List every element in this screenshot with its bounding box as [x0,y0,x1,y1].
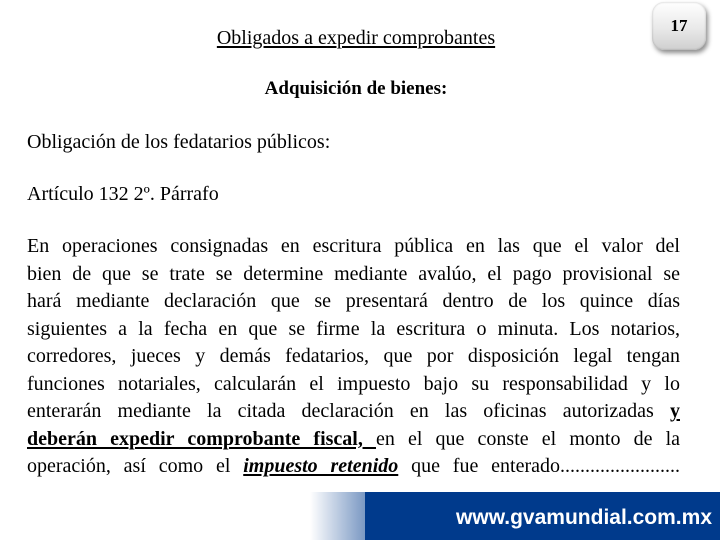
paragraph-text: que fue enterado........................ [398,455,680,477]
paragraph-line: En operaciones consignadas en escritura pública en las que el valor del [27,235,680,257]
slide-title-text: Obligados a expedir comprobantes [216,27,496,49]
emphasis-bold-italic: impuesto retenido [243,455,399,477]
paragraph-text: operación, así como el [27,455,244,477]
paragraph-line: corredores, jueces y demás fedatarios, que por disposición legal tengan [27,345,680,367]
paragraph-line: bien de que se trate se determine mediante avalúo, el pago provisional se [27,262,680,285]
paragraph-line: siguientes a la fecha en que se firme la escritura o minuta. Los notarios, [27,317,680,340]
body-paragraph [27,233,680,481]
page-number-badge [652,2,706,50]
paragraph-line [27,453,680,481]
obligation-line: Obligación de los fedatarios públicos: [27,131,331,153]
article-reference: Artículo 132 2º. Párrafo [27,183,219,205]
emphasis-bold: y [670,400,680,422]
paragraph-line [27,398,680,426]
footer-url: www.gvamundial.com.mx [456,506,712,529]
emphasis-bold: deberán expedir comprobante fiscal, [27,427,376,450]
paragraph-line [27,426,680,454]
section-heading: Adquisición de bienes: [264,78,448,99]
paragraph-text: en el que conste el monto de la [375,427,681,450]
paragraph-text: enterarán mediante la citada declaración en las oficinas autorizadas [27,400,670,422]
paragraph-line: funciones notariales, calcularán el impuesto bajo su responsabilidad y lo [27,372,680,395]
page-number: 17 [670,16,688,35]
slide-title [0,26,712,50]
paragraph-line: hará mediante declaración que se presentará dentro de los quince días [27,290,680,312]
